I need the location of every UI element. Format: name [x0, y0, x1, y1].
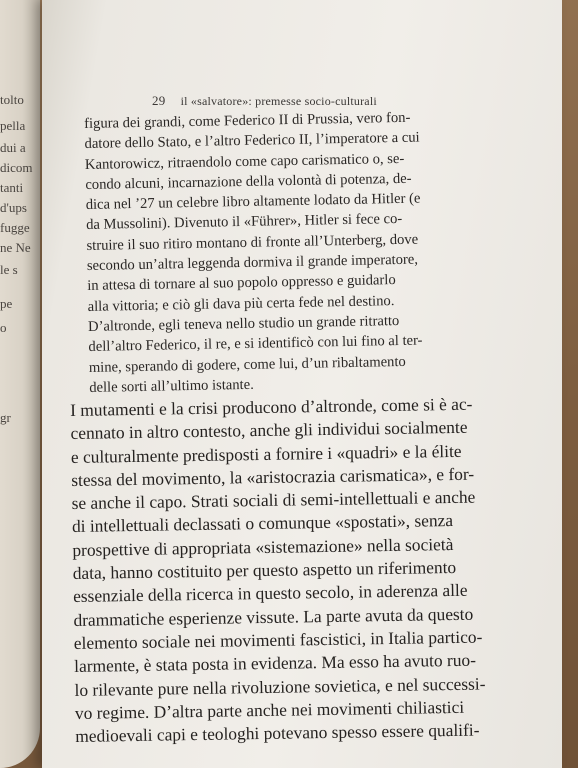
text-line: cennato in altro contesto, anche gli individui socialmente: [70, 417, 468, 444]
left-page-fragment: o: [0, 320, 7, 335]
running-head: [152, 93, 377, 109]
block-quote: [84, 106, 489, 398]
book-page: [42, 0, 562, 768]
text-line: drammatiche esperienze vissute. La parte avuta da questo: [73, 603, 474, 630]
text-line: delle sorti all’ultimo istante.: [89, 376, 254, 396]
text-line: essenziale della ricerca in questo secolo, in aderenza alle: [72, 580, 468, 607]
text-line: lo rilevante pure nella rivoluzione sovietica, e nel successi-: [74, 673, 486, 700]
left-facing-page: [0, 0, 40, 768]
text-line: dell’altro Federico, il re, e si identificò con lui fino al ter-: [88, 332, 423, 356]
left-page-fragment: fugge: [0, 220, 30, 235]
text-line: elemento sociale nei movimenti fascistici, in Italia partico-: [73, 626, 483, 653]
text-line: vo regime. D’altra parte anche nei movimenti chiliastici: [74, 696, 465, 723]
text-line: data, hanno costituito per questo aspetto un riferimento: [72, 557, 457, 584]
left-page-fragment: d'ups: [0, 200, 27, 215]
text-line: mine, sperando di godere, come lui, d’un ribaltamento: [88, 353, 406, 376]
text-line: larmente, è stata posta in evidenza. Ma esso ha avuto ruo-: [74, 649, 477, 677]
text-line: alla vittoria; e ciò gli dava più certa fede nel destino.: [87, 292, 395, 315]
text-line: in attesa di tornare al suo popolo oppresso e guidarlo: [87, 272, 396, 295]
text-line: condo alcuni, incarnazione della volontà di potenza, de-: [85, 170, 412, 193]
text-line: medioevali capi e teologhi potevano spesso essere qualifi-: [75, 719, 480, 747]
text-line: secondo un’altra leggenda dormiva il grande imperatore,: [86, 251, 419, 275]
left-page-fragment: le s: [0, 262, 18, 277]
text-line: stessa del movimento, la «aristocrazia carismatica», e for-: [71, 463, 475, 490]
text-line: figura dei grandi, come Federico II di Prussia, vero fon-: [84, 109, 411, 132]
text-line: struire il suo ritiro montano di fronte all’Unterberg, dove: [86, 231, 419, 254]
left-page-fragment: pe: [0, 296, 13, 311]
text-line: datore dello Stato, e l’altro Federico II, l’imperatore a cui: [84, 129, 420, 153]
left-page-fragment: tolto: [0, 92, 24, 107]
text-line: Kantorowicz, ritraendolo come capo carismatico o, se-: [84, 150, 405, 173]
left-page-fragment: dui a: [0, 140, 26, 155]
text-line: e culturalmente predisposti a fornire i «quadri» e la élite: [70, 440, 462, 467]
text-line: prospettive di appropriata «sistemazione» nella società: [72, 533, 454, 560]
text-line: D’altronde, egli teneva nello studio un grande ritratto: [87, 312, 400, 335]
text-line: dica nel ’27 un celebre libro altamente lodato da Hitler (e: [85, 190, 421, 214]
left-page-fragment: gr: [0, 410, 11, 425]
running-title: il «salvatore»: premesse socio-culturali: [180, 94, 377, 108]
page-number: 29: [152, 93, 166, 108]
left-page-fragment: pella: [0, 118, 26, 133]
left-page-fragment: dicom: [0, 160, 33, 175]
text-line: da Mussolini). Divenuto il «Führer», Hitler si fece co-: [85, 211, 403, 234]
body-paragraph: [70, 392, 545, 749]
left-page-fragment: tanti: [0, 180, 24, 195]
text-line: di intellettuali declassati o comunque «spostati», senza: [71, 510, 454, 537]
left-page-fragment: ne Ne: [0, 240, 31, 255]
text-line: se anche il capo. Strati sociali di semi-intellettuali e anche: [71, 486, 476, 514]
text-line: I mutamenti e la crisi producono d’altronde, come si è ac-: [70, 393, 473, 420]
